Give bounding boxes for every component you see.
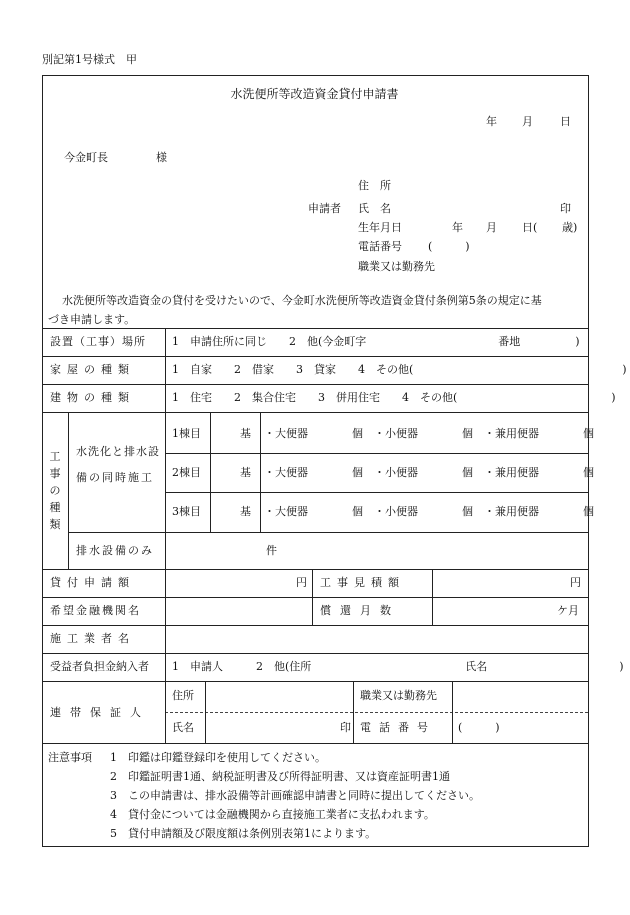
applicant-name-label: 氏 名 <box>358 202 391 215</box>
simultaneous-label-1: 水洗化と排水設 <box>76 445 160 458</box>
date-month: 月 <box>522 115 533 128</box>
guarantor-address-label: 住所 <box>172 689 194 702</box>
work-type-label: 工事の種類 <box>49 450 61 531</box>
bldg-3-unit: 基 <box>240 505 251 518</box>
payer-label: 受益者負担金納入者 <box>50 660 149 673</box>
addressee-honorific: 様 <box>156 151 167 164</box>
date-year: 年 <box>486 115 497 128</box>
intro-text-line1: 水洗便所等改造資金の貸付を受けたいので、今金町水洗便所等改造資金貸付条例第5条の規定に基 <box>62 294 542 307</box>
simultaneous-label-2: 備の同時施工 <box>76 471 154 484</box>
note-item: 2 印鑑証明書1通、納税証明書及び所得証明書、又は資産証明書1通 <box>110 770 450 783</box>
repay-months-label: 償還月数 <box>320 604 400 617</box>
form-title: 水洗便所等改造資金貸付申請書 <box>230 87 399 101</box>
applicant-birth-age: 歳) <box>562 221 578 234</box>
loan-amount-label: 貸付申請額 <box>50 576 135 589</box>
note-item: 3 この申請書は、排水設備等計画確認申請書と同時に提出してください。 <box>110 789 480 802</box>
addressee-name: 今金町長 <box>64 151 108 164</box>
drain-only-label: 排水設備のみ <box>76 544 154 557</box>
applicant-birth-year: 年 <box>452 221 463 234</box>
contractor-label: 施工業者名 <box>50 632 135 645</box>
guarantor-phone-label: 電話番号 <box>360 721 436 734</box>
bldg-2-label: 2棟目 <box>172 466 201 479</box>
note-item: 4 貸付金については金融機関から直接施工業者に支払われます。 <box>110 808 435 821</box>
location-label: 設置（工事）場所 <box>50 335 146 348</box>
building-type-label: 建物の種類 <box>50 391 135 404</box>
house-type-value: 1 自家 2 借家 3 貸家 4 その他( ) <box>172 363 627 376</box>
applicant-birth-label: 生年月日 <box>358 221 402 234</box>
applicant-birth-month: 月 <box>486 221 497 234</box>
bldg-2-items: ・大便器 個 ・小便器 個 ・兼用便器 個 <box>264 466 594 479</box>
drain-only-unit: 件 <box>266 544 277 557</box>
payer-value: 1 申請人 2 他(住所 氏名 ) <box>172 660 624 673</box>
repay-months-unit: ケ月 <box>557 604 579 617</box>
note-item: 1 印鑑は印鑑登録印を使用してください。 <box>110 751 326 764</box>
guarantor-occupation-label: 職業又は勤務先 <box>360 689 437 702</box>
estimate-unit: 円 <box>570 576 581 589</box>
notes-heading: 注意事項 <box>48 751 92 764</box>
bldg-1-unit: 基 <box>240 427 251 440</box>
intro-text-line2: づき申請します。 <box>48 313 136 326</box>
house-type-label: 家屋の種類 <box>50 363 135 376</box>
applicant-occupation-label: 職業又は勤務先 <box>358 260 435 273</box>
bldg-3-items: ・大便器 個 ・小便器 個 ・兼用便器 個 <box>264 505 594 518</box>
applicant-heading: 申請者 <box>308 202 341 215</box>
bldg-3-label: 3棟目 <box>172 505 201 518</box>
form-label: 別記第1号様式 甲 <box>42 53 137 66</box>
loan-amount-unit: 円 <box>296 576 307 589</box>
bldg-1-label: 1棟目 <box>172 427 201 440</box>
guarantor-name-label: 氏名 <box>172 721 194 734</box>
applicant-phone-label: 電話番号 <box>358 240 402 253</box>
bank-label: 希望金融機関名 <box>50 604 141 617</box>
bldg-2-unit: 基 <box>240 466 251 479</box>
guarantor-label: 連帯保証人 <box>50 706 150 719</box>
location-value: 1 申請住所に同じ 2 他(今金町字 番地 ) <box>172 335 580 348</box>
guarantor-seal: 印 <box>340 721 351 734</box>
applicant-phone-paren: ( ) <box>428 240 470 253</box>
applicant-address-label: 住 所 <box>358 179 391 192</box>
building-type-value: 1 住宅 2 集合住宅 3 併用住宅 4 その他( ) <box>172 391 616 404</box>
guarantor-phone-value: ( ) <box>458 721 500 734</box>
applicant-seal: 印 <box>560 202 571 215</box>
estimate-label: 工事見積額 <box>320 576 405 589</box>
date-day: 日 <box>560 115 571 128</box>
note-item: 5 貸付申請額及び限度額は条例別表第1によります。 <box>110 827 377 840</box>
form-frame <box>42 75 589 847</box>
applicant-birth-day: 日( <box>522 221 538 234</box>
bldg-1-items: ・大便器 個 ・小便器 個 ・兼用便器 個 <box>264 427 594 440</box>
